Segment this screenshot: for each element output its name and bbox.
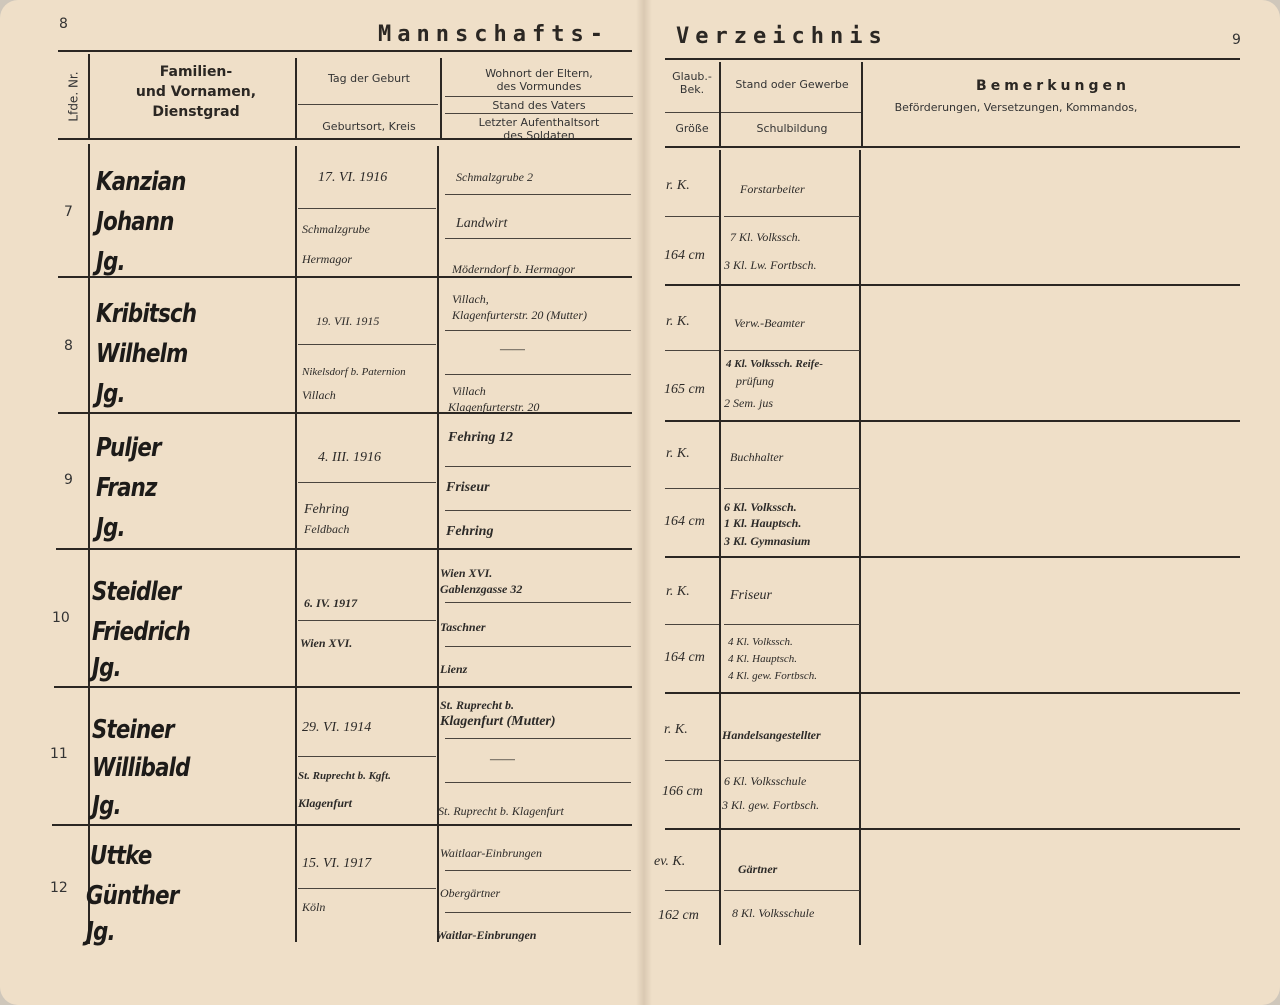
col-line-nr-header bbox=[88, 54, 90, 140]
religion: r. K. bbox=[666, 446, 690, 461]
rel-subline-1 bbox=[665, 216, 719, 217]
birth-place: Schmalzgrube bbox=[302, 222, 370, 236]
occ-subline-3 bbox=[724, 488, 860, 489]
education-line1: 7 Kl. Volkssch. bbox=[730, 230, 801, 244]
education-line1: 4 Kl. Volkssch. Reife- bbox=[726, 358, 823, 370]
last-residence: Waitlar-Einbrungen bbox=[436, 928, 537, 942]
title-right: Verzeichnis bbox=[676, 24, 888, 49]
rank: Jg. bbox=[96, 247, 125, 277]
last-residence-header-line1: Letzter Aufenthaltsort bbox=[478, 116, 600, 129]
rank: Jg. bbox=[96, 379, 125, 409]
occupation: Forstarbeiter bbox=[740, 182, 805, 196]
res-subline-1a bbox=[445, 194, 631, 195]
education-line3: 3 Kl. Gymnasium bbox=[724, 534, 811, 548]
parents-residence: Waitlaar-Einbrungen bbox=[440, 846, 542, 860]
surname: Uttke bbox=[90, 841, 152, 871]
birth-date: 15. VI. 1917 bbox=[302, 856, 372, 871]
religion-header bbox=[665, 70, 719, 96]
father-status: Friseur bbox=[446, 480, 490, 495]
occ-subline-6 bbox=[724, 890, 860, 891]
education-line1: 8 Kl. Volksschule bbox=[732, 906, 815, 920]
row-rule-left-2 bbox=[58, 412, 632, 414]
lfd-nr-header bbox=[58, 60, 88, 136]
birth-place-header: Geburtsort, Kreis bbox=[322, 120, 416, 133]
page-gutter bbox=[636, 0, 652, 1005]
header-bottom-rule-right bbox=[665, 146, 1240, 148]
first-name: Günther bbox=[86, 881, 179, 911]
education-line2: 3 Kl. Lw. Fortbsch. bbox=[724, 258, 817, 272]
remarks-header: Bemerkungen bbox=[976, 78, 1130, 94]
res-subline-2b bbox=[445, 374, 631, 375]
first-name: Franz bbox=[96, 473, 157, 503]
birth-date: 29. VI. 1914 bbox=[302, 720, 372, 735]
birth-district: Klagenfurt bbox=[298, 796, 353, 810]
occ-subline-1 bbox=[724, 216, 860, 217]
birth-subline-4 bbox=[298, 620, 436, 621]
header-rule-left bbox=[58, 50, 632, 52]
birth-subline-5 bbox=[298, 756, 436, 757]
row-number: 12 bbox=[50, 880, 68, 896]
first-name: Johann bbox=[96, 207, 174, 237]
birth-date: 6. IV. 1917 bbox=[304, 596, 358, 610]
row-number: 9 bbox=[64, 472, 73, 488]
res-subline-3a bbox=[445, 466, 631, 467]
res-subline-1b bbox=[445, 238, 631, 239]
res-subline-6b bbox=[445, 912, 631, 913]
birth-district: Villach bbox=[302, 388, 336, 402]
names-header-line3: Dienstgrad bbox=[152, 104, 240, 120]
occupation: Buchhalter bbox=[730, 450, 784, 464]
row-rule-right-5 bbox=[665, 828, 1240, 830]
birth-place: Köln bbox=[302, 900, 326, 914]
birth-subline-2 bbox=[298, 344, 436, 345]
row-number: 8 bbox=[64, 338, 73, 354]
last-residence: Lienz bbox=[440, 662, 468, 676]
surname: Kribitsch bbox=[96, 299, 197, 329]
birth-subline-6 bbox=[298, 888, 436, 889]
education-line3: 4 Kl. gew. Fortbsch. bbox=[728, 670, 818, 682]
first-name: Wilhelm bbox=[96, 339, 188, 369]
education-line2: 3 Kl. gew. Fortbsch. bbox=[722, 798, 820, 812]
last-residence: Möderndorf b. Hermagor bbox=[452, 262, 575, 276]
father-status: —— bbox=[490, 752, 515, 767]
birth-district: Feldbach bbox=[304, 522, 350, 536]
rank: Jg. bbox=[92, 791, 121, 821]
occupation: Verw.-Beamter bbox=[734, 316, 805, 330]
rel-subline-6 bbox=[665, 890, 719, 891]
row-rule-left-5 bbox=[52, 824, 632, 826]
father-status-header: Stand des Vaters bbox=[492, 99, 586, 112]
father-status: Obergärtner bbox=[440, 886, 501, 900]
height: 164 cm bbox=[664, 650, 705, 665]
occupation: Friseur bbox=[730, 588, 772, 603]
birth-header-divider bbox=[298, 104, 438, 105]
birth-date: 17. VI. 1916 bbox=[318, 170, 388, 185]
row-rule-left-4 bbox=[54, 686, 632, 688]
occupation: Gärtner bbox=[738, 862, 778, 876]
religion: r. K. bbox=[666, 584, 690, 599]
parents-residence-line2: Klagenfurterstr. 20 (Mutter) bbox=[452, 308, 587, 322]
education-line2: 4 Kl. Hauptsch. bbox=[728, 653, 798, 665]
title-left: Mannschafts- bbox=[378, 22, 609, 47]
col-line-occupation-header bbox=[861, 62, 863, 146]
rel-subline-5 bbox=[665, 760, 719, 761]
last-residence-header-line2: des Soldaten bbox=[503, 129, 575, 142]
last-residence-header bbox=[446, 116, 632, 142]
lfd-nr-label: Lfde. Nr. bbox=[66, 71, 81, 122]
rel-subline-3 bbox=[665, 488, 719, 489]
height-header: Größe bbox=[675, 122, 709, 135]
row-number: 11 bbox=[50, 746, 68, 762]
surname: Puljer bbox=[96, 433, 161, 463]
res-subline-4b bbox=[445, 646, 631, 647]
father-status: Taschner bbox=[440, 620, 486, 634]
parents-residence: Fehring 12 bbox=[448, 430, 513, 445]
residence-header bbox=[446, 67, 632, 93]
row-rule-right-4 bbox=[665, 692, 1240, 694]
last-residence: St. Ruprecht b. Klagenfurt bbox=[438, 804, 564, 818]
parents-residence-line2: Gablenzgasse 32 bbox=[440, 582, 523, 596]
rank: Jg. bbox=[92, 653, 121, 683]
res-subline-5b bbox=[445, 782, 631, 783]
occ-subline-2 bbox=[724, 350, 860, 351]
res-subline-2a bbox=[445, 330, 631, 331]
last-residence: Villach bbox=[452, 384, 486, 398]
rank: Jg. bbox=[96, 513, 125, 543]
first-name: Friedrich bbox=[92, 617, 191, 647]
occ-subline-5 bbox=[724, 760, 860, 761]
surname: Steiner bbox=[92, 715, 174, 745]
height: 164 cm bbox=[664, 248, 705, 263]
occupation: Handelsangestellter bbox=[722, 728, 821, 742]
education-line1: 6 Kl. Volkssch. bbox=[724, 500, 797, 514]
parents-residence: St. Ruprecht b. bbox=[440, 698, 515, 712]
res-subline-3b bbox=[445, 510, 631, 511]
row-rule-right-2 bbox=[665, 420, 1240, 422]
surname: Kanzian bbox=[96, 167, 186, 197]
row-rule-left-3 bbox=[56, 548, 632, 550]
row-number: 7 bbox=[64, 204, 73, 220]
residence-header-divider-2 bbox=[445, 113, 633, 114]
col-line-religion bbox=[719, 150, 721, 945]
height: 166 cm bbox=[662, 784, 703, 799]
page-number-left: 8 bbox=[59, 16, 68, 32]
right-header-divider bbox=[665, 112, 861, 113]
names-header-line2: und Vornamen, bbox=[135, 84, 257, 100]
first-name: Willibald bbox=[92, 753, 190, 783]
height: 162 cm bbox=[658, 908, 699, 923]
father-status: Landwirt bbox=[456, 216, 508, 231]
header-rule-right bbox=[665, 58, 1240, 60]
residence-header-divider-1 bbox=[445, 96, 633, 97]
row-number: 10 bbox=[52, 610, 70, 626]
parents-residence-line2: Klagenfurt (Mutter) bbox=[440, 714, 556, 729]
surname: Steidler bbox=[92, 577, 181, 607]
birth-place: Wien XVI. bbox=[300, 636, 353, 650]
religion-header-line2: Bek. bbox=[679, 83, 705, 96]
education-header: Schulbildung bbox=[756, 122, 828, 135]
col-line-occupation bbox=[859, 150, 861, 945]
page-number-right: 9 bbox=[1232, 32, 1241, 48]
res-subline-6a bbox=[445, 870, 631, 871]
birth-date: 19. VII. 1915 bbox=[316, 314, 380, 328]
occupation-header: Stand oder Gewerbe bbox=[735, 78, 849, 91]
names-header bbox=[98, 62, 294, 122]
religion-header-line1: Glaub.- bbox=[672, 70, 712, 83]
religion: r. K. bbox=[666, 314, 690, 329]
rank: Jg. bbox=[86, 917, 115, 947]
col-line-name-header bbox=[295, 58, 297, 140]
education-line1: 6 Kl. Volksschule bbox=[724, 774, 807, 788]
birth-place: Fehring bbox=[304, 502, 350, 517]
col-line-religion-header bbox=[719, 62, 721, 146]
res-subline-5a bbox=[445, 738, 631, 739]
birth-place: Nikelsdorf b. Paternion bbox=[302, 366, 406, 378]
birth-date: 4. III. 1916 bbox=[318, 450, 381, 465]
education-line2: prüfung bbox=[736, 374, 775, 388]
height: 165 cm bbox=[664, 382, 705, 397]
rel-subline-4 bbox=[665, 624, 719, 625]
birth-place: St. Ruprecht b. Kgft. bbox=[298, 770, 391, 782]
last-residence: Fehring bbox=[446, 524, 494, 539]
father-status: —— bbox=[500, 342, 525, 357]
education-line3: 2 Sem. jus bbox=[724, 396, 773, 410]
remarks-sub-header: Beförderungen, Versetzungen, Kommandos, bbox=[894, 101, 1138, 114]
parents-residence: Villach, bbox=[452, 292, 489, 306]
birth-day-header: Tag der Geburt bbox=[328, 72, 410, 85]
religion: ev. K. bbox=[654, 854, 686, 869]
parents-residence: Wien XVI. bbox=[440, 566, 493, 580]
names-header-line1: Familien- bbox=[159, 64, 233, 80]
education-line1: 4 Kl. Volkssch. bbox=[728, 636, 793, 648]
religion: r. K. bbox=[664, 722, 688, 737]
occ-subline-4 bbox=[724, 624, 860, 625]
res-subline-4a bbox=[445, 602, 631, 603]
residence-header-line1: Wohnort der Eltern, bbox=[485, 67, 593, 80]
col-line-birth bbox=[437, 146, 439, 942]
last-residence-line2: Klagenfurterstr. 20 bbox=[448, 400, 540, 414]
row-rule-right-1 bbox=[665, 284, 1240, 286]
parents-residence: Schmalzgrube 2 bbox=[456, 170, 533, 184]
col-line-name bbox=[295, 146, 297, 942]
col-line-birth-header bbox=[440, 58, 442, 140]
birth-district: Hermagor bbox=[302, 252, 352, 266]
education-line2: 1 Kl. Hauptsch. bbox=[724, 516, 802, 530]
height: 164 cm bbox=[664, 514, 705, 529]
rel-subline-2 bbox=[665, 350, 719, 351]
religion: r. K. bbox=[666, 178, 690, 193]
residence-header-line2: des Vormundes bbox=[496, 80, 582, 93]
birth-subline-3 bbox=[298, 482, 436, 483]
row-rule-right-3 bbox=[665, 556, 1240, 558]
birth-subline-1 bbox=[298, 208, 436, 209]
